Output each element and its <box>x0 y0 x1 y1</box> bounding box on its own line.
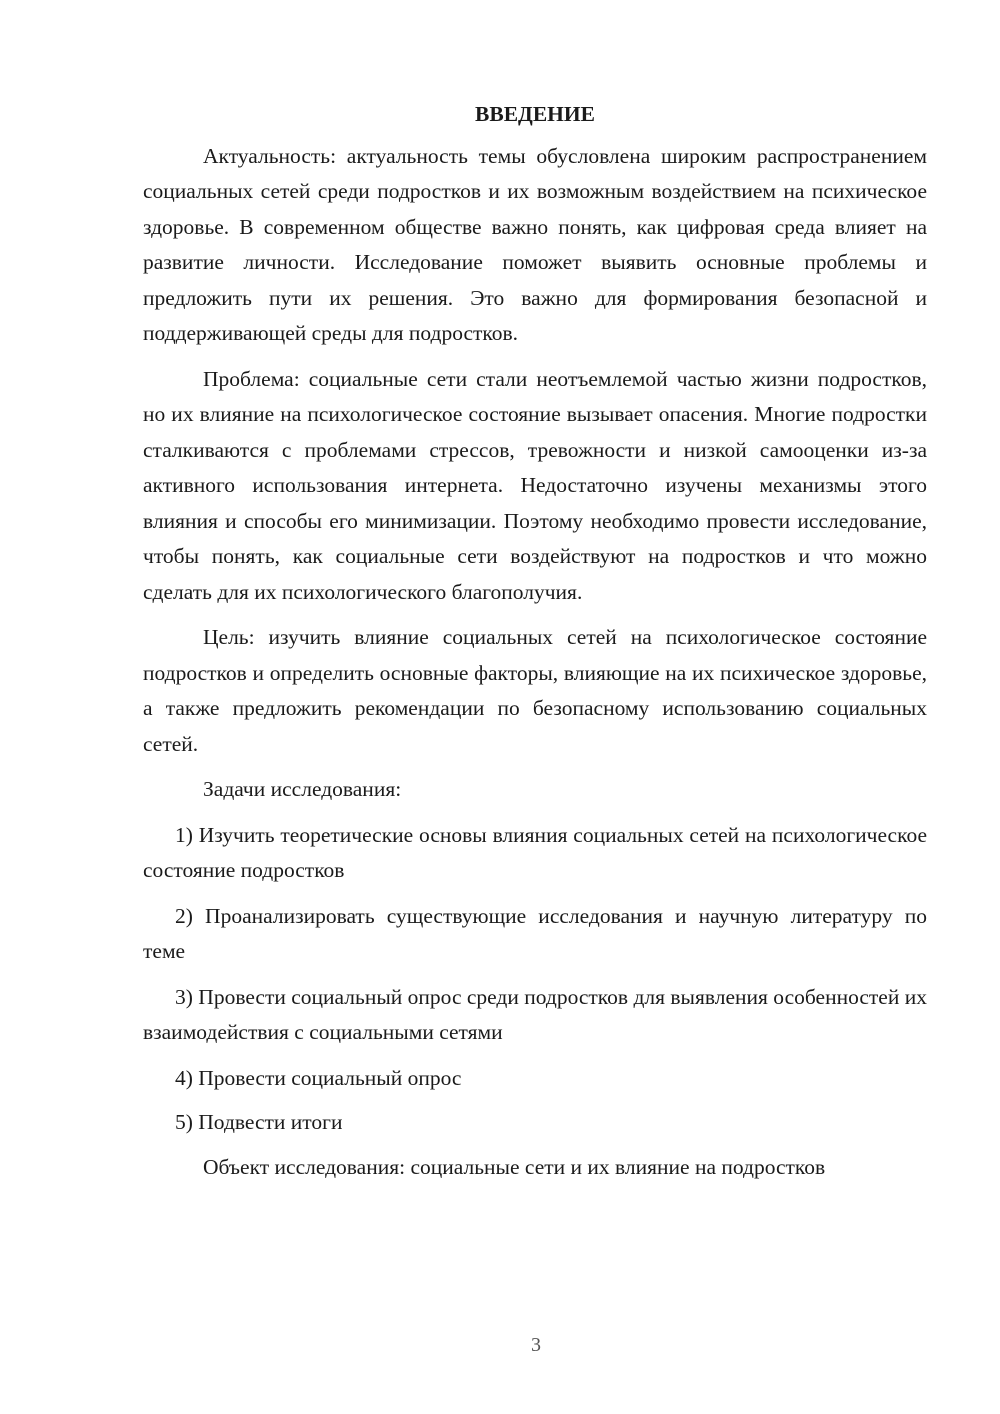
section-heading: ВВЕДЕНИЕ <box>475 102 595 126</box>
task-item-5: 5) Подвести итоги <box>175 1110 343 1134</box>
task-item-1: 1) Изучить теоретические основы влияния социальных сетей на психологическое состояние подростков <box>143 822 927 882</box>
problem-paragraph: Проблема: социальные сети стали неотъемлемой частью жизни подростков, но их влияние на психологическое состояние вызывает опасения. Многие подростки сталкиваются с проблемами стрессов, тревожности и низкой самооценки из-за активного использования интернета. Недостаточно изучены механизмы этого влияния и способы его минимизации. Поэтому необходимо провести исследование, чтобы понять, как социальные сети воздействуют на подростков и что можно сделать для их психологического благополучия. <box>143 366 927 604</box>
page-content <box>143 97 927 1195</box>
relevance-paragraph: Актуальность: актуальность темы обусловлена широким распространением социальных сетей среди подростков и их возможным воздействием на психическое здоровье. В современном обществе важно понять, как цифровая среда влияет на развитие личности. Исследование поможет выявить основные проблемы и предложить пути их решения. Это важно для формирования безопасной и поддерживающей среды для подростков. <box>143 143 927 345</box>
object-paragraph: Объект исследования: социальные сети и их влияние на подростков <box>203 1154 826 1179</box>
task-item-2: 2) Проанализировать существующие исследования и научную литературу по теме <box>143 903 927 963</box>
goal-paragraph: Цель: изучить влияние социальных сетей на психологическое состояние подростков и определить основные факторы, влияющие на их психическое здоровье, а также предложить рекомендации по безопасному использованию социальных сетей. <box>143 625 927 756</box>
task-item-4: 4) Провести социальный опрос <box>175 1065 462 1090</box>
tasks-heading: Задачи исследования: <box>203 777 402 801</box>
task-item-3: 3) Провести социальный опрос среди подростков для выявления особенностей их взаимодействия с социальными сетями <box>143 984 927 1044</box>
page-number: 3 <box>531 1334 541 1356</box>
